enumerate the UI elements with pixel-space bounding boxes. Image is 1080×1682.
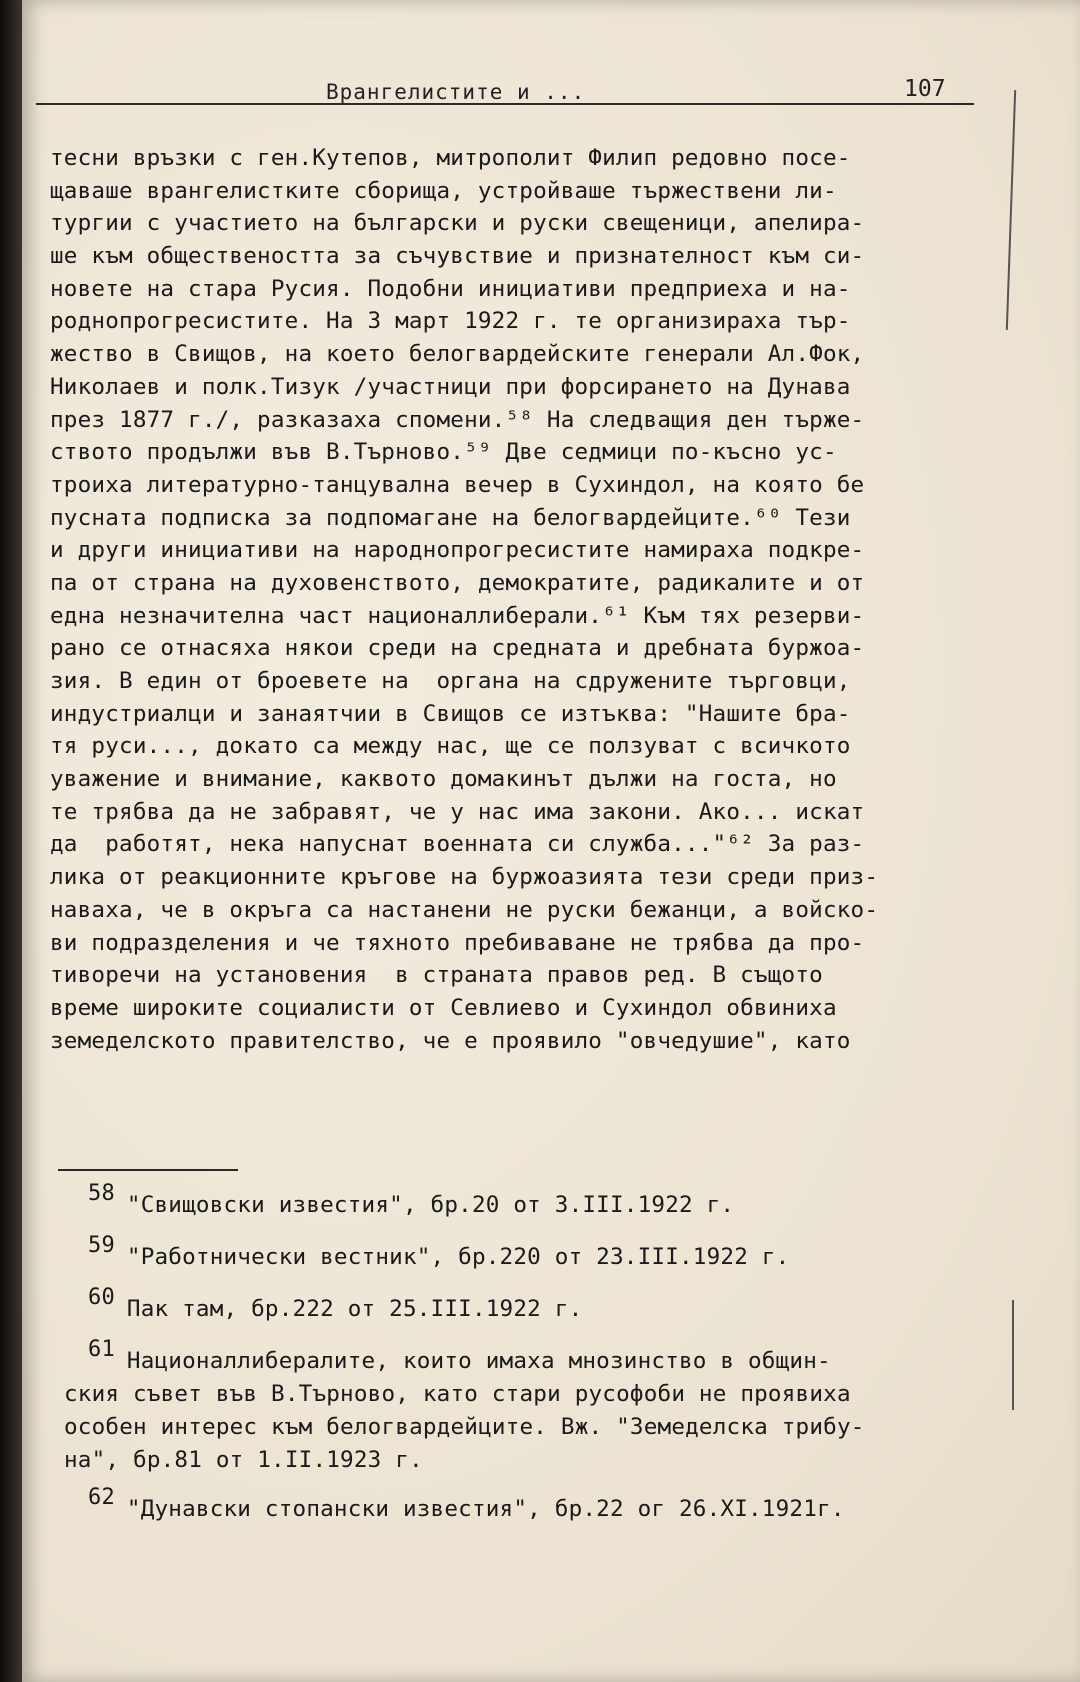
text-line: пусната подписка за подпомагане на белогвардейците.⁶⁰ Тези [50,504,851,531]
text-line: те трябва да не забравят, че у нас има закони. Ако... искат [50,798,865,825]
footnote-60 [22,1285,982,1326]
text-line: ството продължи във В.Търново.⁵⁹ Две седмици по-късно ус- [50,439,837,466]
text-line: щаваше врангелистките сборища, устройваше тържествени ли- [50,177,837,204]
text-line: зия. В един от броевете на органа на сдружените търговци, [50,668,851,694]
text-line: лика от реакционните кръгове на буржоазията тези среди приз- [50,864,879,891]
footnote-number: 59 [88,1233,115,1258]
footnote-number: 58 [88,1181,115,1206]
text-line: ви подразделения и че тяхното пребиваване не трябва да про- [50,929,865,956]
footnote-text: "Дунавски стопански известия", бр.22 ог 26.XI.1921г. [126,1496,845,1522]
header-rule [36,103,974,105]
body-text [50,142,1010,1057]
text-line: време широките социалисти от Севлиево и Сухиндол обвиниха [50,994,837,1021]
footnote-number: 60 [88,1285,115,1310]
footnote-text: Пак там, бр.222 от 25.III.1922 г. [126,1296,583,1322]
text-line: наваха, че в окръга са настанени не руски бежанци, а войско- [50,896,879,923]
footnote-text: "Свищовски известия", бр.20 от 3.III.1922 г. [126,1192,735,1218]
book-page [22,0,1080,1682]
footnote-number: 61 [88,1337,115,1362]
text-line: да работят, нека напуснат военната си служба..."⁶² За раз- [50,831,865,858]
footnote-62 [22,1485,982,1526]
footnote-text: ския съвет във В.Търново, като стари русофоби не проявиха [64,1381,851,1407]
footnote-number: 62 [88,1485,115,1510]
text-line: новете на стара Русия. Подобни инициативи предприеха и на- [50,275,851,302]
footnote-59 [22,1233,982,1274]
text-line: тургии с участието на български и руски свещеници, апелира- [50,210,865,237]
text-line: тиворечи на установения в страната правов ред. В същото [50,962,823,989]
text-line: и други инициативи на народнопрогресистите намираха подкре- [50,537,865,564]
margin-pencil-mark [1012,1300,1014,1410]
running-title: Врангелистите и ... [326,80,586,104]
text-line: троиха литературно-танцувална вечер в Сухиндол, на която бе [50,471,865,498]
text-line: тесни връзки с ген.Кутепов, митрополит Филип редовно посе- [50,145,851,171]
text-line: индустриалци и занаятчии в Свищов се изтъква: "Нашите бра- [50,700,851,727]
text-line: жество в Свищов, на което белогвардейските генерали Ал.Фок, [50,341,865,368]
footnote-text: "Работнически вестник", бр.220 от 23.III.1922 г. [126,1244,790,1270]
footnote-text: на", бр.81 от 1.II.1923 г. [64,1447,423,1473]
text-line: тя руси..., докато са между нас, ще се ползуват с всичкото [50,733,851,760]
footnote-58 [22,1181,982,1222]
footnote-rule [58,1169,238,1171]
text-line: земеделското правителство, че е проявило "овчедушие", като [50,1027,851,1054]
text-line: уважение и внимание, каквото домакинът дължи на госта, но [50,766,837,793]
footnote-text: особен интерес към белогвардейците. Вж. "Земеделска трибу- [64,1414,865,1440]
text-line: Николаев и полк.Тизук /участници при форсирането на Дунава [50,373,851,400]
text-line: па от страна на духовенството, демократите, радикалите и от [50,569,865,596]
text-line: ше към обществеността за съчувствие и признателност към си- [50,243,865,270]
text-line: рано се отнасяха някои среди на средната и дребната буржоа- [50,635,865,662]
text-line: през 1877 г./, разказаха спомени.⁵⁸ На следващия ден търже- [50,406,865,433]
text-line: една незначителна част националлиберали.⁶¹ Към тях резерви- [50,602,865,629]
footnote-61 [22,1337,982,1477]
text-line: роднопрогресистите. На 3 март 1922 г. те организираха тър- [50,308,851,335]
page-number: 107 [904,76,946,102]
book-spine-shadow [0,0,22,1682]
running-head [36,76,980,106]
footnote-text: Националлибералите, които имаха мнозинство в общин- [126,1348,831,1374]
